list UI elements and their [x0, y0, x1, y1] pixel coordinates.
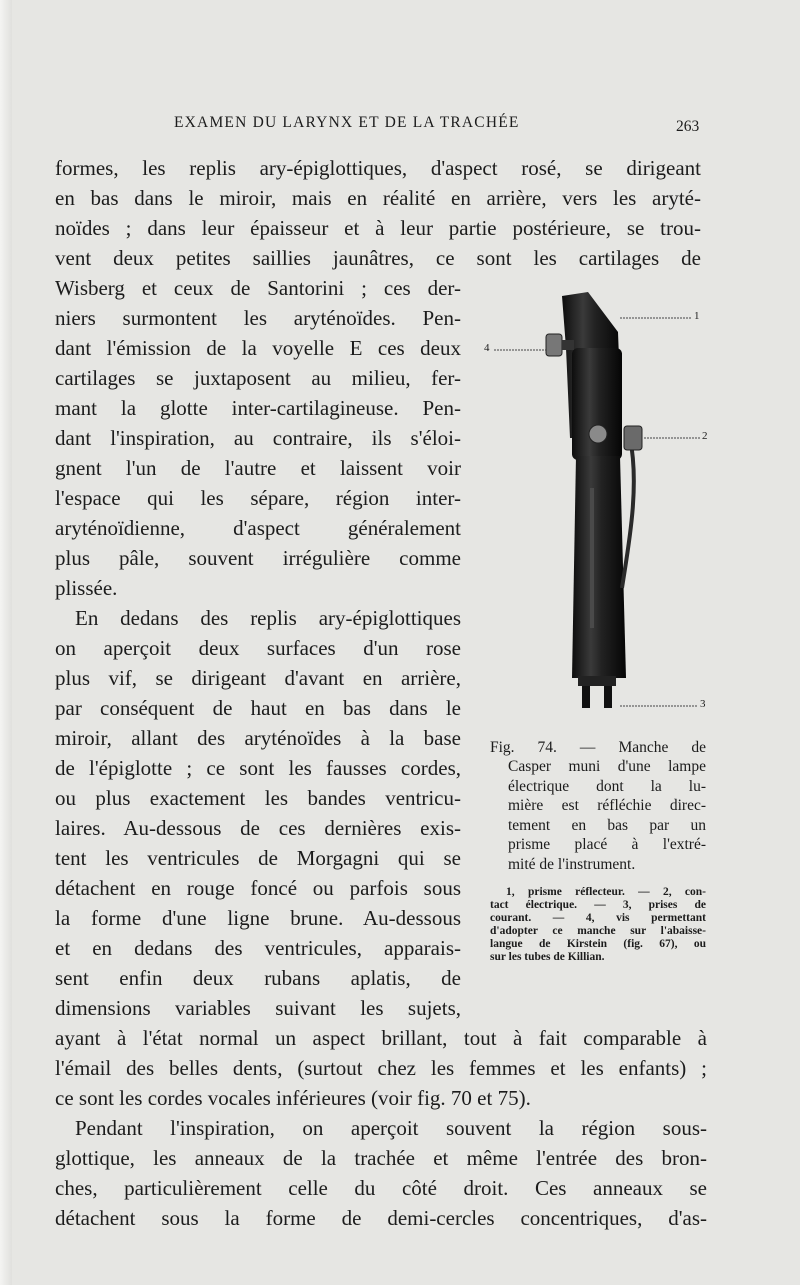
body-line: plus pâle, souvent irrégulière comme	[55, 546, 461, 570]
body-line: En dedans des replis ary-épiglottiques	[75, 606, 461, 630]
body-line: cartilages se juxtaposent au milieu, fer-	[55, 366, 461, 390]
body-line: miroir, allant des aryténoïdes à la base	[55, 726, 461, 750]
figure-label-4: 4	[484, 342, 490, 354]
figure-caption-line: prisme placé à l'extré-	[508, 836, 706, 853]
figure-instrument	[480, 288, 720, 728]
figure-caption-line: Fig. 74. — Manche de	[490, 739, 706, 756]
body-line: ce sont les cordes vocales inférieures (voir fig. 70 et 75).	[55, 1086, 531, 1110]
body-line: mant la glotte inter-cartilagineuse. Pen-	[55, 396, 461, 420]
figure-label-1: 1	[694, 310, 700, 322]
figure-legend-line: sur les tubes de Killian.	[490, 951, 605, 963]
body-line: ou plus exactement les bandes ventricu-	[55, 786, 461, 810]
figure-caption-line: électrique dont la lu-	[508, 778, 706, 795]
body-line: dimensions variables suivant les sujets,	[55, 996, 461, 1020]
figure-label-2: 2	[702, 430, 708, 442]
body-line: dant l'émission de la voyelle E ces deux	[55, 336, 461, 360]
body-line: gnent l'un de l'autre et laissent voir	[55, 456, 461, 480]
figure-legend-line: langue de Kirstein (fig. 67), ou	[490, 938, 706, 950]
body-line: Pendant l'inspiration, on aperçoit souvent la région sous-	[75, 1116, 707, 1140]
body-line: laires. Au-dessous de ces dernières exis-	[55, 816, 461, 840]
body-line: glottique, les anneaux de la trachée et même l'entrée des bron-	[55, 1146, 707, 1170]
page-number: 263	[676, 118, 700, 135]
body-line: de l'épiglotte ; ce sont les fausses cordes,	[55, 756, 461, 780]
page-left-edge	[0, 0, 12, 1285]
instrument-illustration	[480, 288, 720, 728]
figure-legend-line: d'adopter ce manche sur l'abaisse-	[490, 925, 706, 937]
body-line: l'émail des belles dents, (surtout chez les femmes et les enfants) ;	[55, 1056, 707, 1080]
body-line: vent deux petites saillies jaunâtres, ce sont les cartilages de	[55, 246, 701, 270]
figure-caption-line: Casper muni d'une lampe	[508, 758, 706, 775]
body-line: ches, particulièrement celle du côté droit. Ces anneaux se	[55, 1176, 707, 1200]
body-line: l'espace qui les sépare, région inter-	[55, 486, 461, 510]
figure-label-3: 3	[700, 698, 706, 710]
body-line: niers surmontent les aryténoïdes. Pen-	[55, 306, 461, 330]
body-line: dant l'inspiration, au contraire, ils s'éloi-	[55, 426, 461, 450]
body-line: sent enfin deux rubans aplatis, de	[55, 966, 461, 990]
body-line: par conséquent de haut en bas dans le	[55, 696, 461, 720]
body-line: ayant à l'état normal un aspect brillant, tout à fait comparable à	[55, 1026, 707, 1050]
figure-legend-line: tact électrique. — 3, prises de	[490, 899, 706, 911]
figure-caption-line: tement en bas par un	[508, 817, 706, 834]
body-line: détachent en rouge foncé ou parfois sous	[55, 876, 461, 900]
body-line: plus vif, se dirigeant d'avant en arrière,	[55, 666, 461, 690]
body-line: détachent sous la forme de demi-cercles concentriques, d'as-	[55, 1206, 707, 1230]
body-line: formes, les replis ary-épiglottiques, d'aspect rosé, se dirigeant	[55, 156, 701, 180]
body-line: noïdes ; dans leur épaisseur et à leur partie postérieure, se trou-	[55, 216, 701, 240]
body-line: plissée.	[55, 576, 118, 600]
body-line: en bas dans le miroir, mais en réalité en arrière, vers les aryté-	[55, 186, 701, 210]
body-line: et en dedans des ventricules, apparais-	[55, 936, 461, 960]
body-line: on aperçoit deux surfaces d'un rose	[55, 636, 461, 660]
body-line: Wisberg et ceux de Santorini ; ces der-	[55, 276, 461, 300]
figure-caption-line: mité de l'instrument.	[508, 856, 636, 873]
running-header: EXAMEN DU LARYNX ET DE LA TRACHÉE	[174, 114, 520, 131]
body-line: la forme d'une ligne brune. Au-dessous	[55, 906, 461, 930]
body-line: aryténoïdienne, d'aspect généralement	[55, 516, 461, 540]
body-line: tent les ventricules de Morgagni qui se	[55, 846, 461, 870]
figure-legend-line: 1, prisme réflecteur. — 2, con-	[506, 886, 706, 898]
figure-legend-line: courant. — 4, vis permettant	[490, 912, 706, 924]
figure-caption-line: mière est réfléchie direc-	[508, 797, 706, 814]
